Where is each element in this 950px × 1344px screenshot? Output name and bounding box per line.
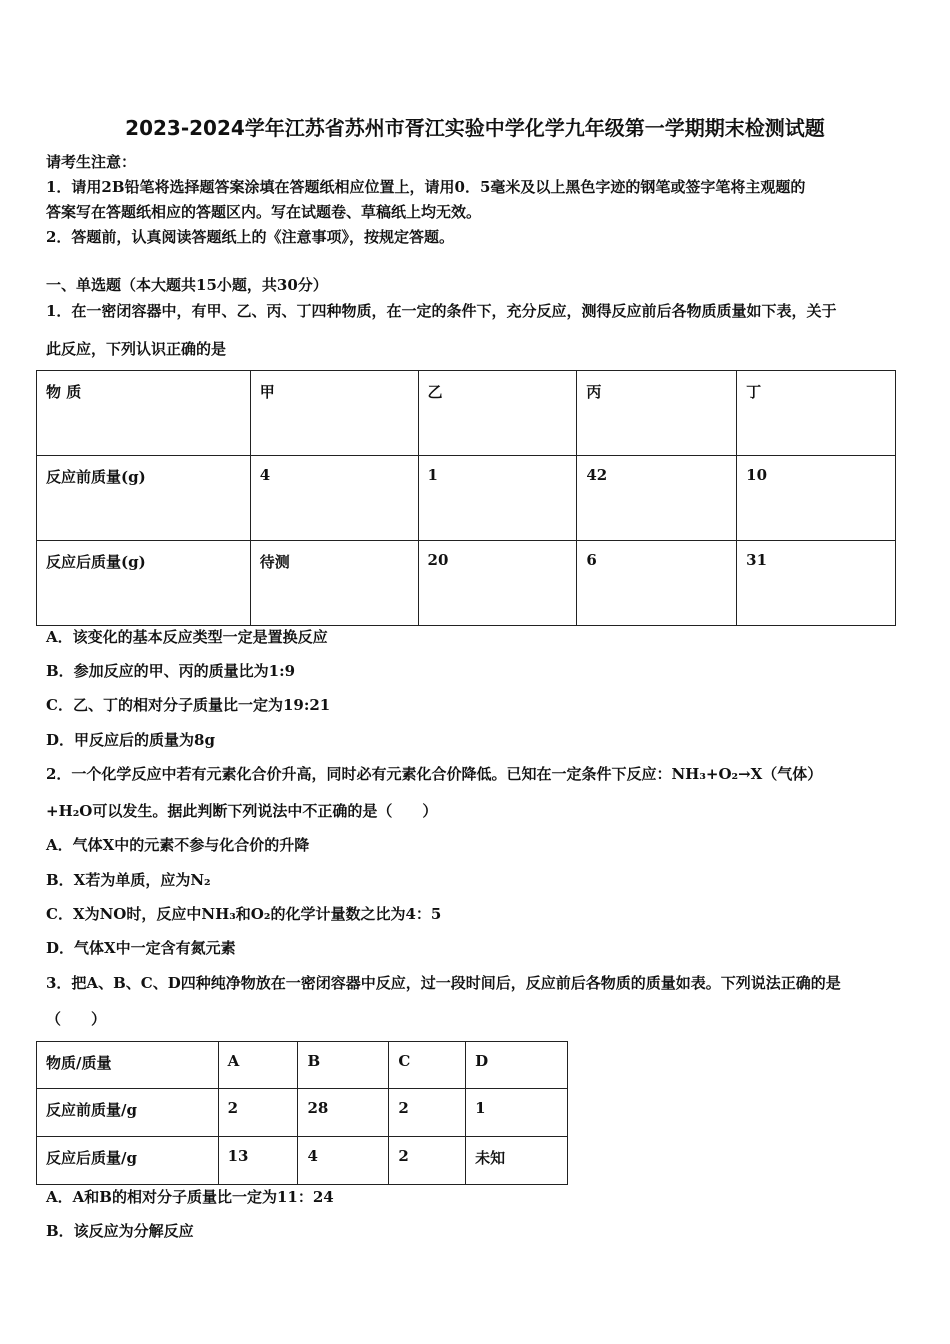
option: A．该变化的基本反应类型一定是置换反应 [46, 628, 328, 646]
table-cell: 未知 [466, 1137, 568, 1185]
table-cell: 1 [418, 456, 577, 541]
table-cell: 10 [737, 456, 896, 541]
table-row [37, 1137, 568, 1185]
table-cell: 丙 [577, 371, 737, 456]
option: A．气体X中的元素不参与化合价的升降 [46, 836, 310, 854]
question-stem: 2．一个化学反应中若有元素化合价升高，同时必有元素化合价降低。已知在一定条件下反应：NH₃+O₂→X（气体） [46, 765, 823, 783]
table-row [37, 371, 896, 456]
table-cell: 13 [218, 1137, 298, 1185]
table-row [37, 541, 896, 626]
question-stem: 此反应，下列认识正确的是 [46, 340, 227, 358]
table-cell: 2 [389, 1137, 466, 1185]
table-cell: 6 [577, 541, 737, 626]
table-cell: 反应前质量/g [37, 1089, 219, 1137]
table-row [37, 456, 896, 541]
q3-table [36, 1041, 568, 1185]
option: B．该反应为分解反应 [46, 1222, 194, 1240]
table-row [37, 1089, 568, 1137]
table-cell: 4 [250, 456, 418, 541]
table-cell: 反应后质量/g [37, 1137, 219, 1185]
table-cell: C [389, 1042, 466, 1089]
option: A．A和B的相对分子质量比一定为11：24 [46, 1188, 334, 1206]
notice-heading: 请考生注意： [46, 153, 137, 171]
table-cell: 丁 [737, 371, 896, 456]
page-title: 2023-2024学年江苏省苏州市胥江实验中学化学九年级第一学期期末检测试题 [125, 116, 825, 140]
option: D．甲反应后的质量为8g [46, 731, 215, 749]
table-cell: 物质/质量 [37, 1042, 219, 1089]
table-cell: 20 [418, 541, 577, 626]
table-cell: 1 [466, 1089, 568, 1137]
table-cell: 乙 [418, 371, 577, 456]
table-cell: 物 质 [37, 371, 251, 456]
option: C．X为NO时，反应中NH₃和O₂的化学计量数之比为4：5 [46, 905, 442, 923]
question-stem: 1．在一密闭容器中，有甲、乙、丙、丁四种物质，在一定的条件下，充分反应，测得反应前后各物质质量如下表，关于 [46, 302, 837, 320]
table-cell: A [218, 1042, 298, 1089]
option: B．参加反应的甲、丙的质量比为1:9 [46, 662, 296, 680]
table-cell: B [298, 1042, 389, 1089]
table-cell: 31 [737, 541, 896, 626]
table-cell: 甲 [250, 371, 418, 456]
notice-line: 1．请用2B铅笔将选择题答案涂填在答题纸相应位置上，请用0．5毫米及以上黑色字迹的钢笔或签字笔将主观题的 [46, 178, 806, 196]
table-cell: 42 [577, 456, 737, 541]
table-cell: 2 [389, 1089, 466, 1137]
table-cell: 待测 [250, 541, 418, 626]
table-cell: 28 [298, 1089, 389, 1137]
option: C．乙、丁的相对分子质量比一定为19:21 [46, 696, 331, 714]
option: B．X若为单质，应为N₂ [46, 871, 211, 889]
question-stem: 3．把A、B、C、D四种纯净物放在一密闭容器中反应，过一段时间后，反应前后各物质的质量如表。下列说法正确的是 [46, 974, 841, 992]
table-cell: 反应前质量(g) [37, 456, 251, 541]
table-cell: 反应后质量(g) [37, 541, 251, 626]
section-heading: 一、单选题（本大题共15小题，共30分） [46, 276, 328, 294]
notice-line: 2．答题前，认真阅读答题纸上的《注意事项》，按规定答题。 [46, 228, 454, 246]
table-cell: D [466, 1042, 568, 1089]
table-cell: 4 [298, 1137, 389, 1185]
table-cell: 2 [218, 1089, 298, 1137]
question-stem: （ ） [46, 1010, 107, 1028]
table-row [37, 1042, 568, 1089]
question-stem: +H₂O可以发生。据此判断下列说法中不正确的是（ ） [46, 802, 438, 820]
option: D．气体X中一定含有氮元素 [46, 939, 236, 957]
q1-table [36, 370, 896, 626]
notice-line: 答案写在答题纸相应的答题区内。写在试题卷、草稿纸上均无效。 [46, 203, 482, 221]
